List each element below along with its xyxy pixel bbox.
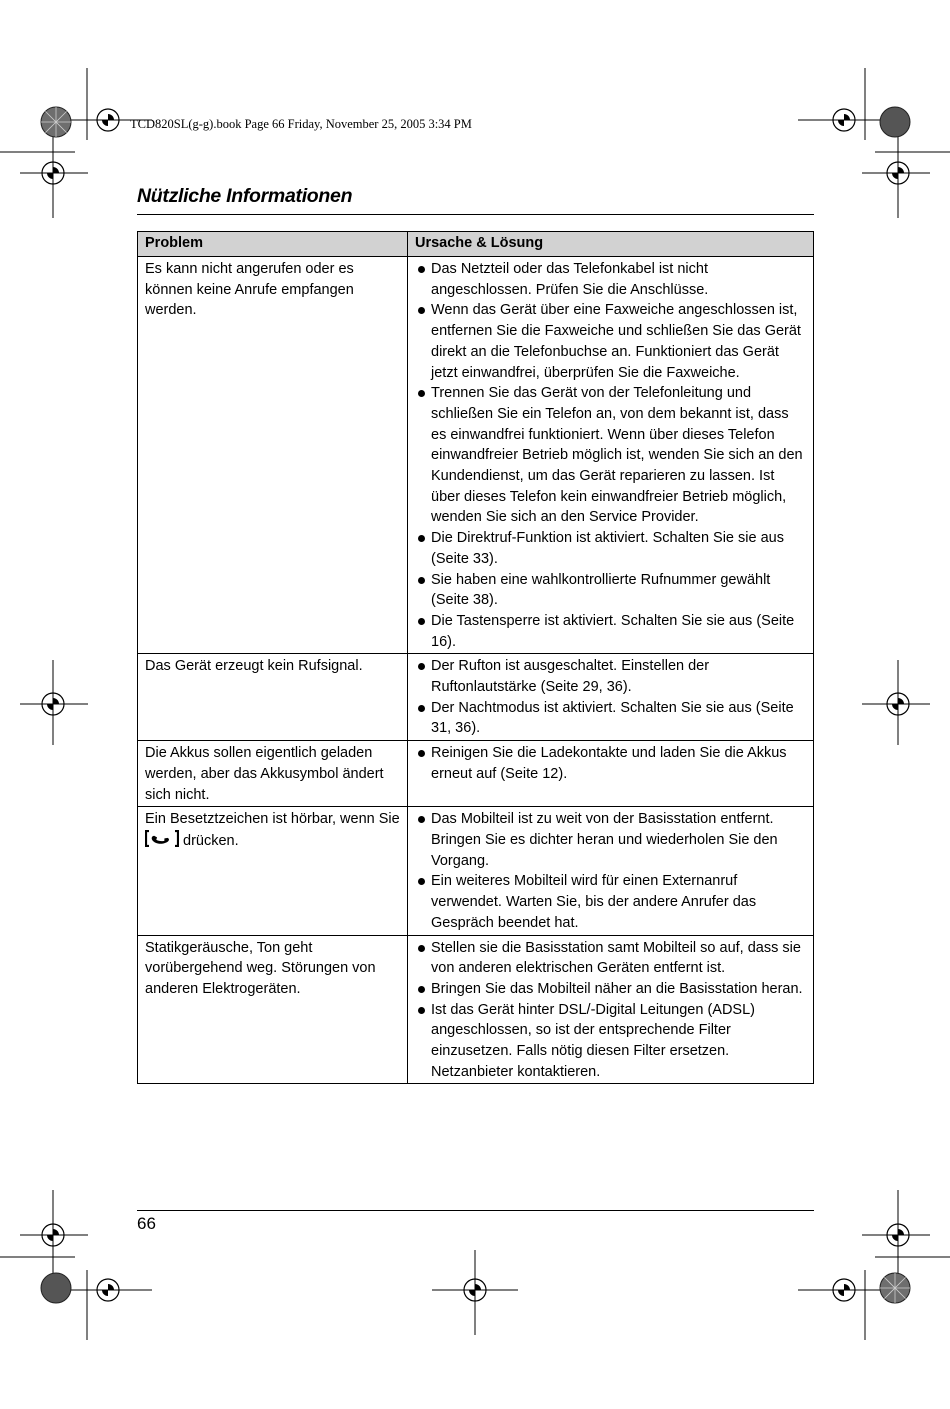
problem-cell: Das Gerät erzeugt kein Rufsignal. <box>138 654 408 741</box>
footer-rule <box>137 1210 814 1211</box>
column-header-solution: Ursache & Lösung <box>408 232 814 257</box>
column-header-problem: Problem <box>138 232 408 257</box>
problem-text-after: drücken. <box>179 832 239 849</box>
table-row <box>138 654 814 741</box>
solution-item: Bringen Sie das Mobilteil näher an die Basisstation heran. <box>415 979 806 1000</box>
table-row <box>138 257 814 654</box>
title-rule <box>137 214 814 215</box>
solution-cell <box>408 654 814 741</box>
solution-cell <box>408 257 814 654</box>
section-title: Nützliche Informationen <box>137 185 353 207</box>
solution-item: Das Mobilteil ist zu weit von der Basisstation entfernt. Bringen Sie es dichter heran und wiederholen Sie den Vorgang. <box>415 809 806 871</box>
solution-item: Die Tastensperre ist aktiviert. Schalten Sie sie aus (Seite 16). <box>415 611 806 652</box>
solution-list <box>415 656 806 739</box>
solution-list <box>415 938 806 1083</box>
print-header: TCD820SL(g-g).book Page 66 Friday, November 25, 2005 3:34 PM <box>130 117 472 131</box>
page-number: 66 <box>137 1214 156 1233</box>
problem-cell <box>138 807 408 935</box>
solution-item: Der Nachtmodus ist aktiviert. Schalten Sie sie aus (Seite 31, 36). <box>415 698 806 739</box>
solution-item: Der Rufton ist ausgeschaltet. Einstellen der Ruftonlautstärke (Seite 29, 36). <box>415 656 806 697</box>
solution-item: Die Direktruf-Funktion ist aktiviert. Schalten Sie sie aus (Seite 33). <box>415 528 806 569</box>
table-row <box>138 807 814 935</box>
table-header-row <box>138 232 814 257</box>
solution-item: Ist das Gerät hinter DSL/-Digital Leitungen (ADSL) angeschlossen, so ist der entsprechende Filter einzusetzen. Falls nötig diesen Filter ersetzen. Netzanbieter kontaktieren. <box>415 1000 806 1083</box>
solution-item: Wenn das Gerät über eine Faxweiche angeschlossen ist, entfernen Sie die Faxweiche und schließen Sie das Gerät direkt an die Telefonbuchse an. Funktioniert das Gerät jetzt einwandfrei, überprüfen Sie die Faxweiche. <box>415 300 806 383</box>
solution-item: Sie haben eine wahlkontrollierte Rufnummer gewählt (Seite 38). <box>415 570 806 611</box>
problem-cell: Es kann nicht angerufen oder es können keine Anrufe empfangen werden. <box>138 257 408 654</box>
solution-cell <box>408 807 814 935</box>
solution-cell <box>408 741 814 807</box>
solution-item: Das Netzteil oder das Telefonkabel ist nicht angeschlossen. Prüfen Sie die Anschlüsse. <box>415 259 806 300</box>
solution-item: Ein weiteres Mobilteil wird für einen Externanruf verwendet. Warten Sie, bis der andere Anrufer das Gespräch beendet hat. <box>415 871 806 933</box>
problem-cell: Statikgeräusche, Ton geht vorübergehend weg. Störungen von anderen Elektrogeräten. <box>138 935 408 1084</box>
solution-list <box>415 259 806 652</box>
troubleshooting-table <box>137 231 814 1084</box>
problem-text-before: Ein Besetztzeichen ist hörbar, wenn Sie <box>145 811 400 828</box>
talk-key-icon <box>145 830 179 854</box>
solution-item: Trennen Sie das Gerät von der Telefonleitung und schließen Sie ein Telefon an, von dem bekannt ist, dass es einwandfrei funktioniert. Wenn über dieses Telefon einwandfreier Betrieb möglich ist, wenden Sie sich an den Kundendienst, um das Gerät reparieren zu lassen. Ist über dieses Telefon kein einwandfreier Betrieb möglich, wenden Sie sich an den Service Provider. <box>415 383 806 528</box>
solution-cell <box>408 935 814 1084</box>
solution-item: Reinigen Sie die Ladekontakte und laden Sie die Akkus erneut auf (Seite 12). <box>415 743 806 784</box>
problem-cell: Die Akkus sollen eigentlich geladen werden, aber das Akkusymbol ändert sich nicht. <box>138 741 408 807</box>
solution-list <box>415 809 806 933</box>
table-row <box>138 741 814 807</box>
solution-list <box>415 743 806 784</box>
table-row <box>138 935 814 1084</box>
solution-item: Stellen sie die Basisstation samt Mobilteil so auf, dass sie von anderen elektrischen Geräten entfernt ist. <box>415 938 806 979</box>
